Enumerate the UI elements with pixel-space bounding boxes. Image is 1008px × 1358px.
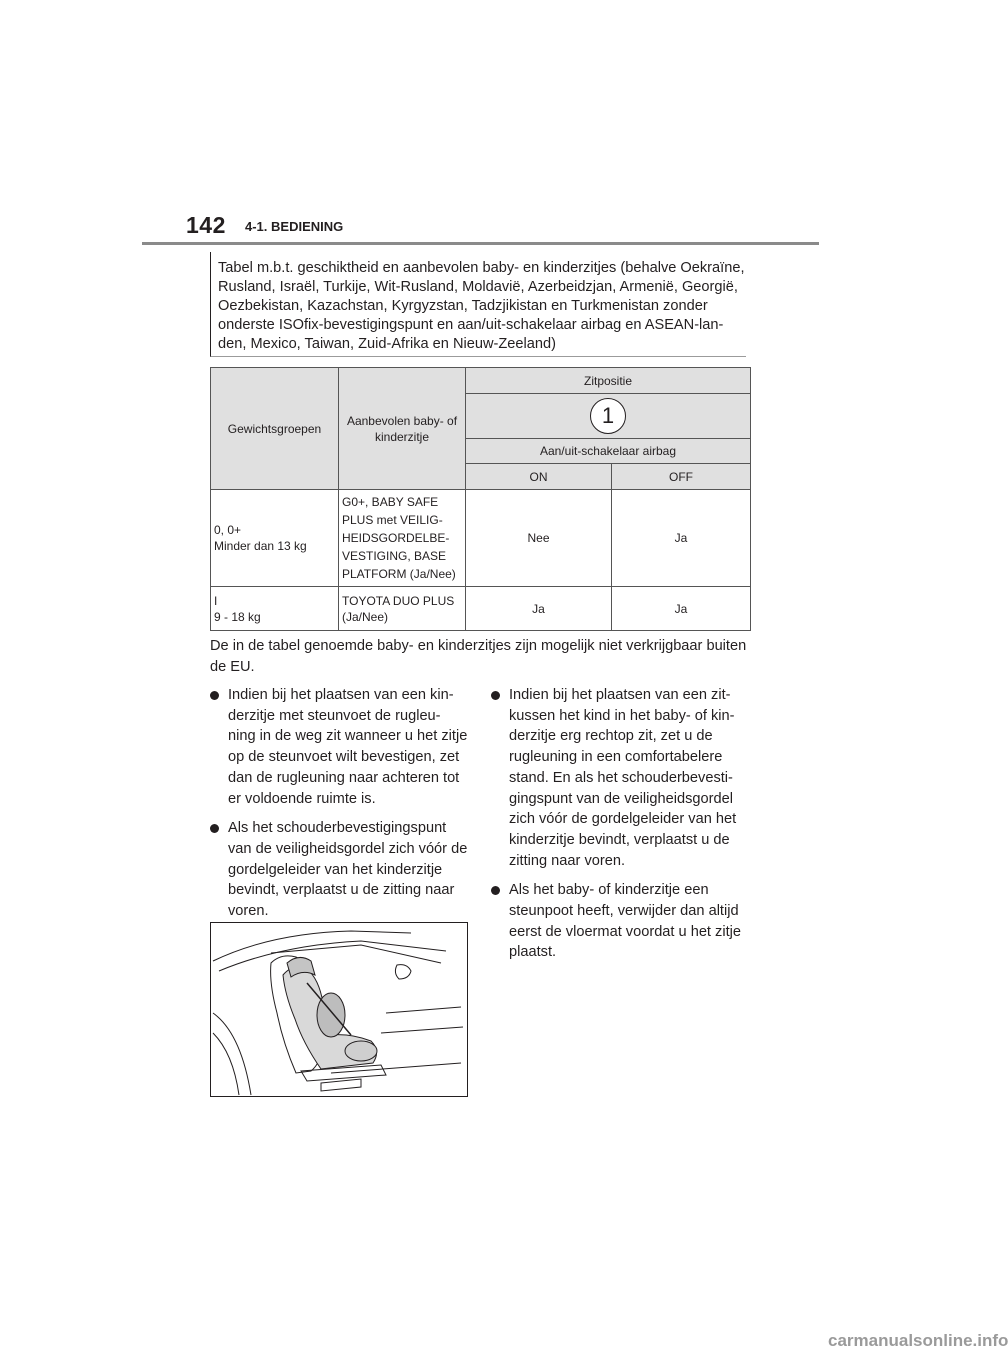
seat-position-cell [466,394,751,439]
seat-line: TOYOTA DUO PLUS [342,593,455,608]
seat-rail [321,1079,361,1091]
mirror-shape [395,965,411,979]
bullet-icon [491,691,500,700]
header-recommended-seat: Aanbevolen baby- of kinderzitje [339,368,466,490]
table-row [211,490,751,587]
seat-line: G0+, BABY SAFE [342,495,439,509]
header-rule [142,242,819,245]
page-number: 142 [186,212,226,238]
recommended-seat-cell [339,490,466,587]
header-on: ON [466,464,612,490]
weight-range: Minder dan 13 kg [214,539,307,553]
seat-position-1-badge: 1 [590,398,626,434]
list-item [210,818,468,922]
intro-text: Tabel m.b.t. geschiktheid en aanbevolen baby- en kinderzitjes (behalve Oekraïne, Rusland, Israël, Turkije, Wit-Rusland, Moldavië, Azerbeidzjan, Armenië, Georgië, Oezbekistan, Kazachstan, Kyrgyzstan, Tadzjikistan en Turkmenistan zonder onderste ISOfix-bevestigingspunt en aan/uit-schakelaar airbag en ASEAN-lan-den, Mexico, Taiwan, Zuid-Afrika en Nieuw-Zeeland) [218,260,745,352]
weight-group-cell [211,587,339,631]
weight-group: 0, 0+ [214,523,242,537]
weight-group-cell [211,490,339,587]
bullet-text: Indien bij het plaatsen van een kin-derzitje met steunvoet de rugleu-ning in de weg zit wanneer u het zitje op de steunvoet wilt bevestigen, zet dan de rugleuning naar achteren tot er voldoende ruimte is. [228,687,468,807]
child-seat-cushion [345,1041,377,1061]
seat-line: PLATFORM (Ja/Nee) [342,567,456,581]
bullet-text: Als het schouderbevestigingspunt van de veiligheidsgordel zich vóór de gordelgeleider van het kinderzitje bevindt, verplaatst u de zitting naar voren. [228,820,468,920]
list-item [491,880,753,963]
seat-line: VESTIGING, BASE [342,549,447,563]
seat-line: PLUS met VEILIG- [342,513,443,527]
weight-group: I [214,593,218,608]
airbag-on-value: Ja [466,587,612,631]
bullet-list-left [210,685,468,931]
bullet-icon [210,691,219,700]
header-airbag-switch: Aan/uit-schakelaar airbag [466,439,751,464]
child-seat-illustration [210,922,468,1097]
seat-suitability-table [210,367,751,631]
bullet-text: Als het baby- of kinderzitje een steunpoot heeft, verwijder dan altijd eerst de vloermat voordat u het zitje plaatst. [509,882,741,961]
header-off: OFF [612,464,751,490]
vehicle-seat-base [301,1065,386,1081]
seat-line: HEIDSGORDELBE- [342,531,450,545]
dash-mid-line [386,1007,461,1013]
bullet-icon [210,824,219,833]
table-row [211,587,751,631]
watermark: carmanualsonline.info [828,1331,1008,1350]
airbag-off-value: Ja [612,490,751,587]
header-weight-groups: Gewichtsgroepen [211,368,339,490]
list-item [491,685,753,871]
airbag-off-value: Ja [612,587,751,631]
weight-range: 9 - 18 kg [214,609,261,624]
seat-line: (Ja/Nee) [342,609,389,624]
dash-lower-line [381,1027,463,1033]
recommended-seat-cell [339,587,466,631]
availability-note: De in de tabel genoemde baby- en kinderzitjes zijn mogelijk niet verkrijgbaar buiten de EU. [210,638,747,675]
door-curve [213,1013,251,1095]
bullet-icon [491,886,500,895]
door-curve-inner [213,1033,239,1095]
bullet-text: Indien bij het plaatsen van een zit-kussen het kind in het baby- of kin-derzitje erg rechtop zit, zet u de rugleuning in een comfortabelere stand. En als het schouderbevesti-gingspunt van de veiligheidsgordel zich vóór de gordelgeleider van het kinderzitje bevindt, verplaatst u de zitting naar voren. [509,687,737,869]
list-item [210,685,468,809]
bullet-list-right [491,685,753,972]
child-seat-in-car-drawing [211,923,467,1096]
header-seat-position: Zitpositie [466,368,751,394]
airbag-on-value: Nee [466,490,612,587]
section-title: 4-1. BEDIENING [245,219,344,234]
